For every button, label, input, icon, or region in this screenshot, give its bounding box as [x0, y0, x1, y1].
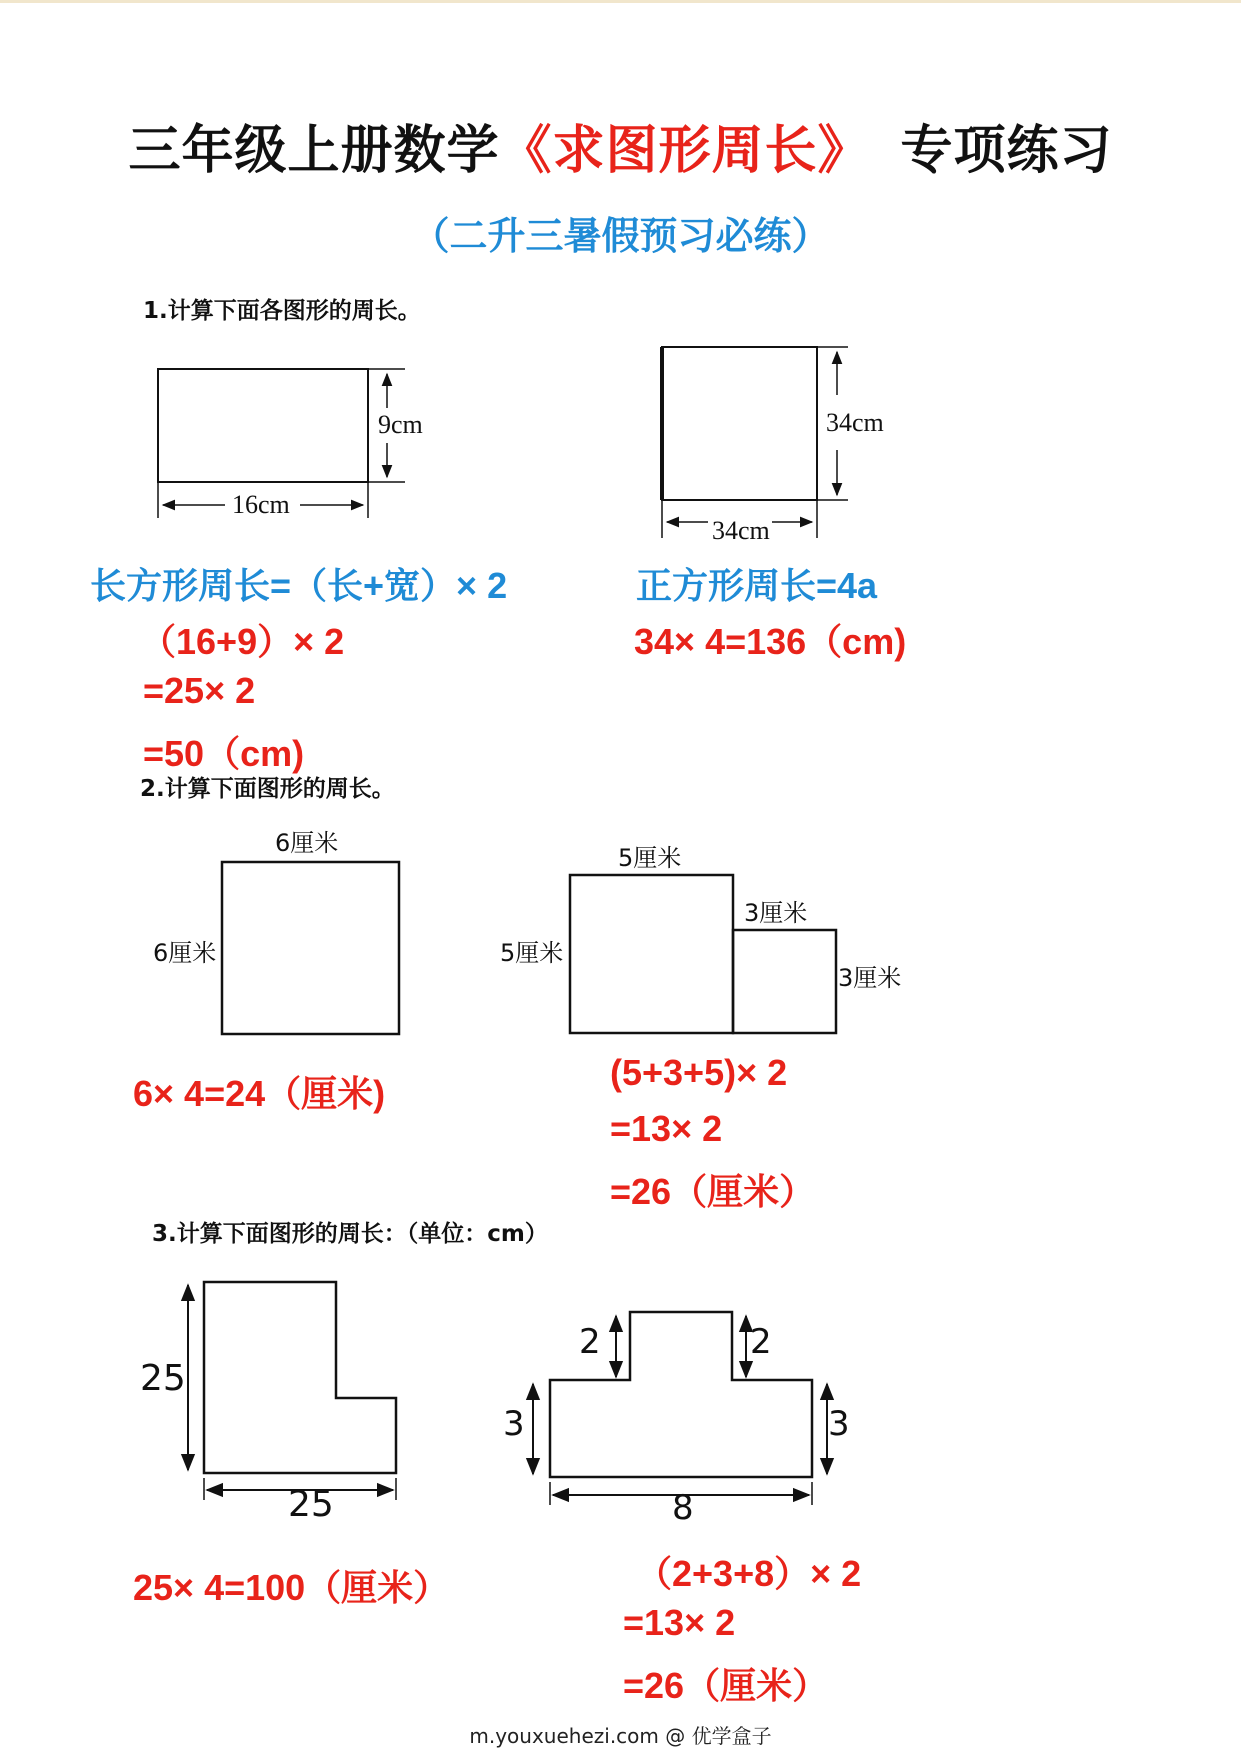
label-combo-top: 5厘米 — [618, 844, 682, 872]
label-rect-width: 16cm — [232, 490, 290, 519]
rect-perimeter-formula: 长方形周长=（长+宽）× 2 — [90, 565, 508, 606]
title-post: 专项练习 — [900, 120, 1113, 181]
square6-answer: 6× 4=24（厘米) — [133, 1073, 386, 1114]
label-t-right-side: 3 — [828, 1404, 850, 1444]
t-shape-figure — [533, 1312, 827, 1505]
label-l-height: 25 — [140, 1358, 186, 1399]
question-1: 1.计算下面各图形的周长。 — [143, 298, 421, 324]
label-rect-height: 9cm — [378, 410, 423, 439]
label-square-width: 34cm — [712, 516, 770, 545]
label-t-left-side: 3 — [503, 1404, 525, 1444]
square-figure-34 — [662, 347, 848, 538]
label-t-bottom: 8 — [672, 1488, 694, 1528]
t-step-3: =26（厘米） — [623, 1665, 829, 1706]
combo-step-3: =26（厘米） — [610, 1171, 816, 1212]
question-3: 3.计算下面图形的周长：（单位：cm） — [152, 1221, 548, 1247]
combo-step-1: (5+3+5)× 2 — [610, 1052, 788, 1093]
combo-step-2: =13× 2 — [610, 1108, 723, 1149]
rect-step-1: （16+9）× 2 — [140, 621, 345, 662]
footer-watermark: m.youxuehezi.com @ 优学盒子 — [469, 1724, 772, 1748]
page-title — [0, 108, 1241, 183]
question-2: 2.计算下面图形的周长。 — [140, 776, 395, 802]
page-subtitle: （二升三暑假预习必练） — [411, 214, 830, 258]
rect-step-2: =25× 2 — [143, 670, 256, 711]
l-shape-figure — [188, 1282, 396, 1500]
title-pre: 三年级上册数学 — [128, 120, 500, 181]
t-step-1: （2+3+8）× 2 — [636, 1553, 862, 1594]
label-square6-top: 6厘米 — [275, 829, 339, 857]
label-combo-left: 5厘米 — [500, 939, 564, 967]
label-l-width: 25 — [288, 1484, 334, 1525]
label-combo-small-right: 3厘米 — [838, 964, 902, 992]
top-border — [0, 0, 1241, 3]
square-figure-6 — [222, 862, 399, 1034]
label-square-height: 34cm — [826, 408, 884, 437]
label-square6-left: 6厘米 — [153, 939, 217, 967]
title-highlight: 《求图形周长》 — [499, 120, 871, 181]
square-perimeter-formula: 正方形周长=4a — [636, 565, 878, 606]
square-step-1: 34× 4=136（cm) — [634, 621, 907, 662]
label-combo-small-top: 3厘米 — [744, 899, 808, 927]
label-t-right-step: 2 — [750, 1322, 772, 1362]
l-shape-answer: 25× 4=100（厘米） — [133, 1567, 450, 1608]
label-t-left-step: 2 — [579, 1322, 601, 1362]
t-step-2: =13× 2 — [623, 1602, 736, 1643]
rect-step-3: =50（cm) — [143, 733, 305, 774]
